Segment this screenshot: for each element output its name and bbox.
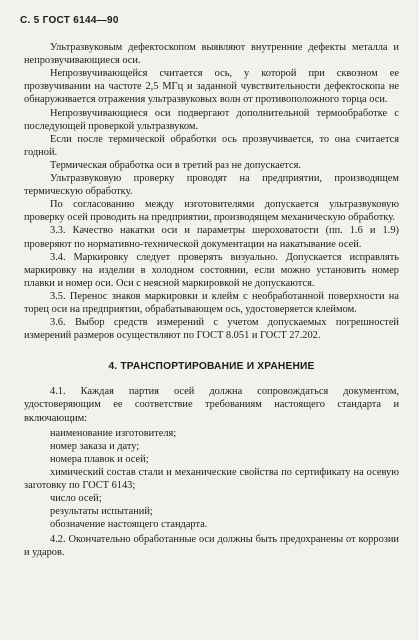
list-item: химический состав стали и механические свойства по сертификату на осевую заготовку по ГОСТ 6143; bbox=[24, 466, 399, 491]
list-item: номера плавок и осей; bbox=[50, 453, 149, 465]
list-item: число осей; bbox=[50, 493, 102, 505]
paragraph-agreement: По согласованию между изготовителями допускается ультразвуковую проверку осей проводить на предприятии, производящем механическую обработку. bbox=[24, 199, 399, 224]
list-item: результаты испытаний; bbox=[50, 506, 153, 518]
paragraph-ultrasound-at-heat-plant: Ультразвуковую проверку проводят на предприятии, производящем термическую обработку. bbox=[24, 173, 399, 198]
paragraph-3-6: 3.6. Выбор средств измерений с учетом допускаемых погрешностей измерений размеров осуществляют по ГОСТ 8.051 и ГОСТ 27.202. bbox=[24, 317, 399, 342]
list-item: номер заказа и дату; bbox=[50, 440, 140, 452]
paragraph-4-2: 4.2. Окончательно обработанные оси должны быть предохранены от коррозии и ударов. bbox=[24, 534, 399, 559]
paragraph-3-3: 3.3. Качество накатки оси и параметры шероховатости (пп. 1.6 и 1.9) проверяют по нормативно-технической документации на накатывание осей. bbox=[24, 225, 399, 250]
document-contents-list bbox=[24, 427, 399, 532]
page-header: С. 5 ГОСТ 6144—90 bbox=[20, 15, 119, 26]
paragraph-3-5: 3.5. Перенос знаков маркировки и клейм с необработанной поверхности на торец оси на предприятии, обрабатывающем ось, удостоверяется клеймом. bbox=[24, 290, 399, 315]
paragraph-additional-heat-treatment: Непрозвучивающиеся оси подвергают дополнительной термообработке с последующей проверкой ультразвуком. bbox=[24, 107, 399, 132]
paragraph-non-sounding-definition: Непрозвучивающейся считается ось, у которой при сквозном ее прозвучивании на частоте 2,5 МГц и заданной чувствительности дефектоскопа не обнаруживается отражения ультразвуковых волн от противоположного торца оси. bbox=[24, 68, 399, 106]
paragraph-4-1: 4.1. Каждая партия осей должна сопровождаться документом, удостоверяющим ее соответствие требованиям настоящего стандарта и включающим: bbox=[24, 386, 399, 424]
paragraph-3-4: 3.4. Маркировку следует проверять визуально. Допускается исправлять маркировку на изделии в холодном состоянии, если можно установить номер плавки и номер оси. Оси с неясной маркировкой не допускаются. bbox=[24, 251, 399, 289]
list-item: обозначение настоящего стандарта. bbox=[50, 519, 208, 531]
paragraph-accepted-after-treatment: Если после термической обработки ось прозвучивается, то она считается годной. bbox=[24, 133, 399, 158]
list-item: наименование изготовителя; bbox=[50, 427, 177, 439]
section-title: 4. ТРАНСПОРТИРОВАНИЕ И ХРАНЕНИЕ bbox=[108, 361, 315, 373]
paragraph-third-treatment: Термическая обработка оси в третий раз не допускается. bbox=[50, 159, 301, 171]
paragraph-ultrasound-detection: Ультразвуковым дефектоскопом выявляют внутренние дефекты металла и непрозвучивающиеся оси. bbox=[24, 42, 399, 67]
